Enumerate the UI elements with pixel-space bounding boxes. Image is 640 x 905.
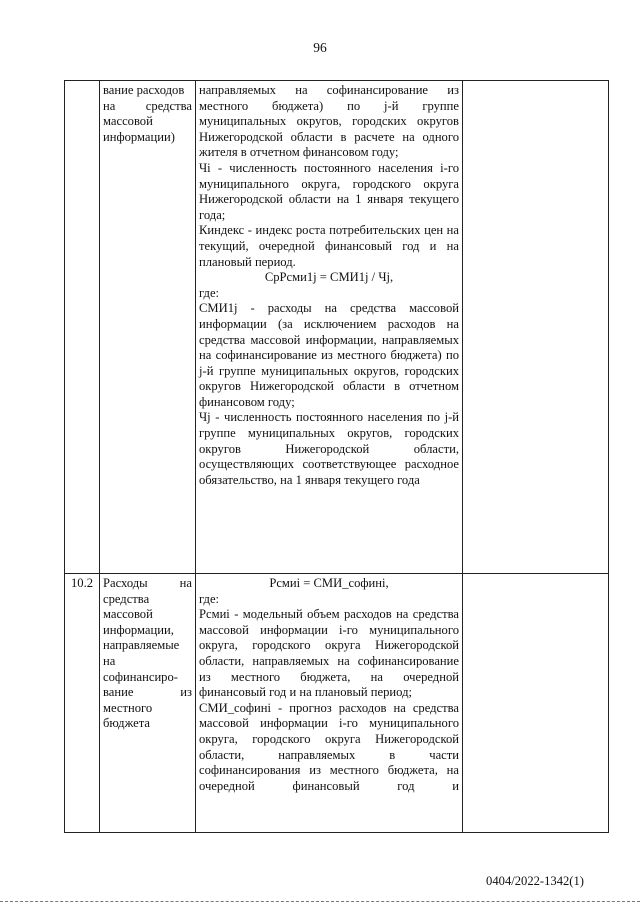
description-paragraph: Рсмиi - модельный объем расходов на средства массовой информации i-го муниципального округа, городского округа Нижегородской области, направляемых на софинансирование из местного бюджета, на очередной финансовый год и на плановый период;: [199, 607, 459, 700]
description-paragraph: СМИ_софинi - прогноз расходов на средства массовой информации i-го муниципального округа, городского округа Нижегородской области, направляемых в части софинансирования из местного бюджета, на очередной финансовый год и: [199, 700, 459, 793]
expense-name-line: информации,: [103, 622, 174, 637]
formula: СрРсми1j = СМИ1j / Чj,: [264, 270, 394, 285]
expense-name-line: Расходы на: [103, 576, 192, 590]
description-paragraph: где:: [199, 591, 220, 606]
expense-name-line: массовой: [103, 114, 153, 129]
expense-name-line: направляемые: [103, 638, 180, 653]
method-description-cell: [196, 81, 463, 574]
page-number: 96: [313, 40, 327, 55]
expense-name-line: на средства: [103, 98, 192, 113]
note-cell: [463, 574, 609, 833]
description-paragraph: СМИ1j - расходы на средства массовой информации (за исключением расходов на средства массовой информации, направляемых на софинансирование из местного бюджета) по j-й группе муниципальных округов, городских округов Нижегородской области в отчетном финансовом году;: [199, 301, 459, 409]
expense-name-line: бюджета: [103, 716, 150, 731]
expense-name-line: средства: [103, 591, 150, 606]
document-code: 0404/2022-1342(1): [486, 874, 584, 888]
expense-name-line: вание из: [103, 685, 192, 700]
expense-name-line: софинансиро-: [103, 669, 178, 684]
note-cell: [463, 81, 609, 574]
expense-name-line: на: [103, 653, 116, 668]
row-number-cell: [65, 81, 100, 574]
expense-name-line: информации): [103, 129, 175, 144]
description-paragraph: Киндекс - индекс роста потребительских цен на текущий, очередной финансовый год и на плановый период.: [199, 223, 459, 269]
description-paragraph: направляемых на софинансирование из местного бюджета) по j-й группе муниципальных округов, городских округов Нижегородской области в расчете на одного жителя в отчетном финансовом году;: [199, 83, 459, 160]
row-number-cell: 10.2: [65, 574, 100, 833]
description-paragraph: Чi - численность постоянного населения i-го муниципального округа, городского округа Нижегородской области на 1 января текущего года;: [199, 160, 459, 222]
formula: Рсмиi = СМИ_софинi,: [269, 576, 389, 590]
table-row: [65, 574, 609, 833]
expense-name-cell: [100, 574, 196, 833]
expense-name-cell: [100, 81, 196, 574]
document-table: [64, 80, 609, 833]
page-edge-divider: [0, 901, 640, 902]
table-row: [65, 81, 609, 574]
description-paragraph: Чj - численность постоянного населения по j-й группе муниципальных округов, городских округов Нижегородской области, осуществляющих соответствующее расходное обязательство, на 1 января текущего года: [199, 410, 459, 487]
expense-name-line: вание расходов: [103, 83, 185, 97]
method-description-cell: [196, 574, 463, 833]
expense-name-line: местного: [103, 700, 153, 715]
expense-name-line: массовой: [103, 607, 153, 622]
description-paragraph: где:: [199, 285, 220, 300]
